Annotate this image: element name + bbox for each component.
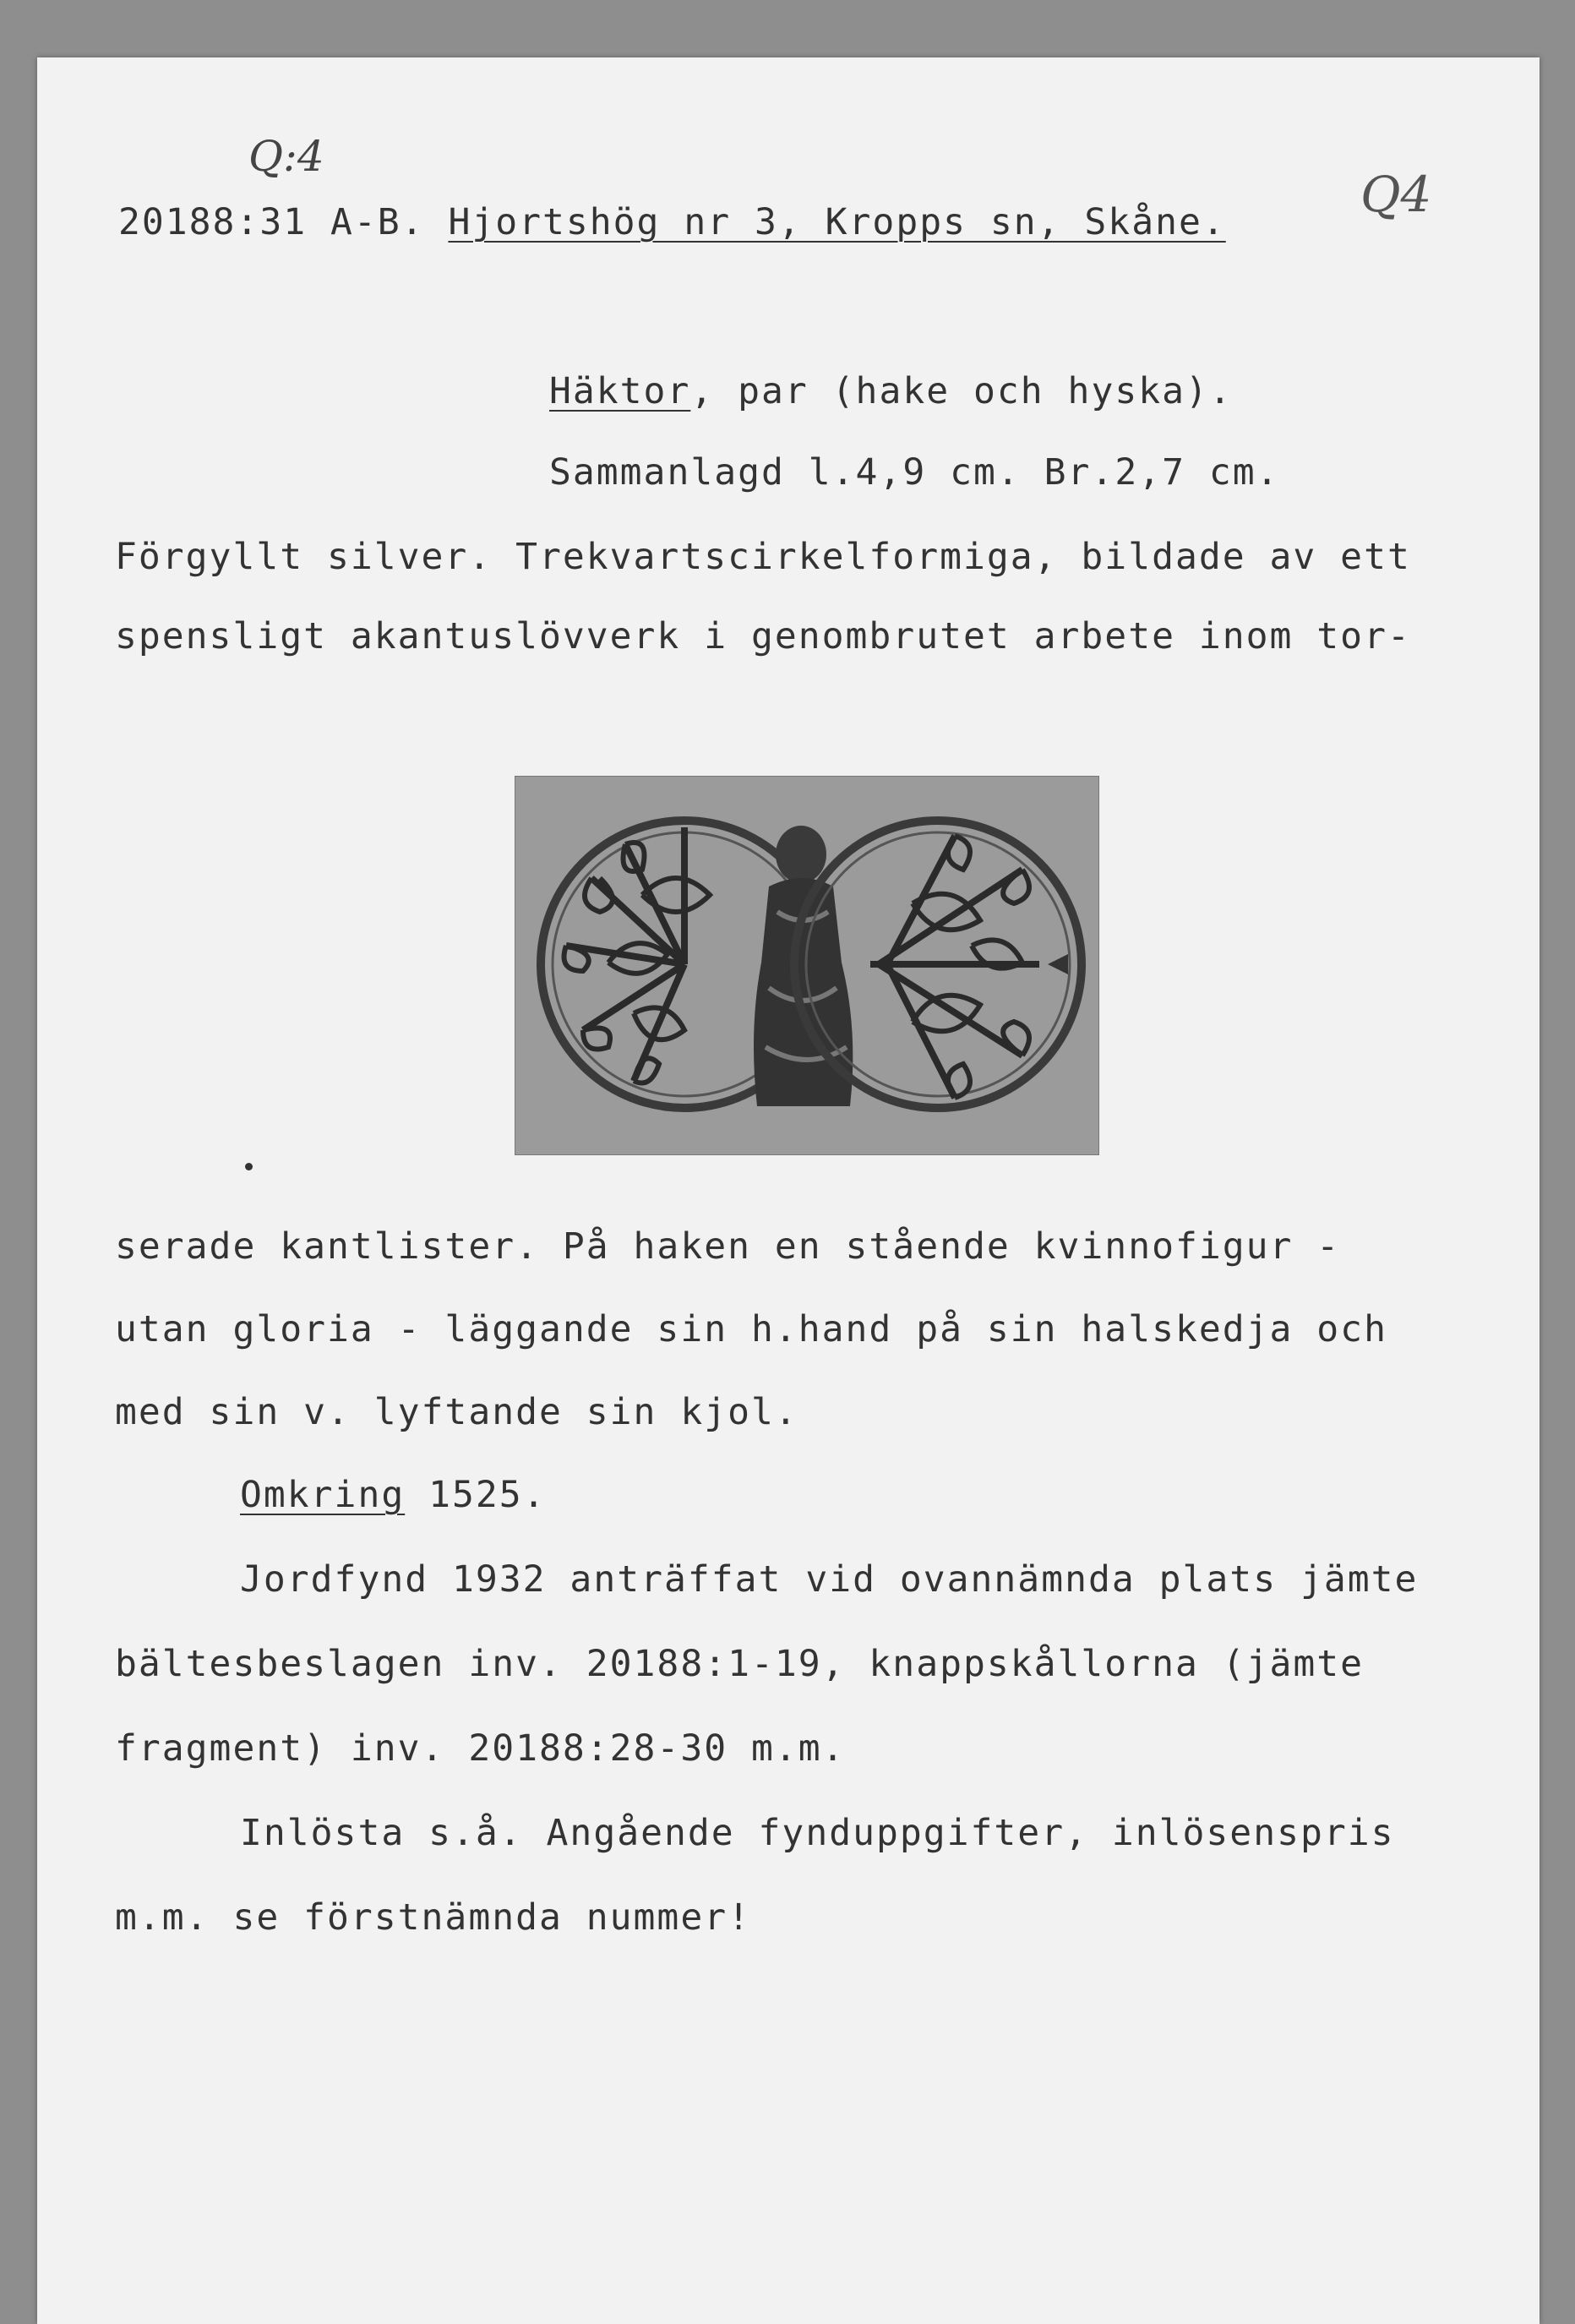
find-line-3: fragment) inv. 20188:28-30 m.m. xyxy=(115,1727,846,1770)
object-name: Häktor xyxy=(549,370,691,412)
description-line-1: Förgyllt silver. Trekvartscirkelformiga, bildade av ett xyxy=(115,536,1411,578)
dating-label: Omkring xyxy=(240,1474,406,1516)
redemption-line-2: m.m. se förstnämnda nummer! xyxy=(115,1896,751,1939)
description-line-5: med sin v. lyftande sin kjol. xyxy=(115,1391,798,1433)
redemption-line-1: Inlösta s.å. Angående fynduppgifter, inlösenspris xyxy=(240,1812,1395,1854)
artifact-photo xyxy=(515,776,1099,1155)
object-name-line xyxy=(549,370,1233,412)
ink-dot xyxy=(245,1163,253,1170)
header-line xyxy=(118,201,1226,243)
description-line-2: spensligt akantuslövverk i genombrutet arbete inom tor- xyxy=(115,615,1411,657)
find-line-2: bältesbeslagen inv. 20188:1-19, knappskållorna (jämte xyxy=(115,1643,1365,1685)
handwritten-code-top-right: Q4 xyxy=(1360,166,1432,223)
inventory-number: 20188:31 A-B. xyxy=(118,201,425,243)
dating-line xyxy=(240,1474,547,1516)
dimensions-line: Sammanlagd l.4,9 cm. Br.2,7 cm. xyxy=(549,451,1280,494)
catalog-card xyxy=(37,57,1540,2324)
description-line-4: utan gloria - läggande sin h.hand på sin halskedja och xyxy=(115,1308,1387,1350)
description-line-3: serade kantlister. På haken en stående kvinnofigur - xyxy=(115,1225,1341,1268)
handwritten-code-top-left: Q:4 xyxy=(248,132,324,181)
find-line-1: Jordfynd 1932 anträffat vid ovannämnda plats jämte xyxy=(240,1558,1419,1601)
dating-year: 1525. xyxy=(405,1474,547,1516)
site-location: Hjortshög nr 3, Kropps sn, Skåne. xyxy=(448,201,1226,243)
object-name-rest: , par (hake och hyska). xyxy=(690,370,1233,412)
